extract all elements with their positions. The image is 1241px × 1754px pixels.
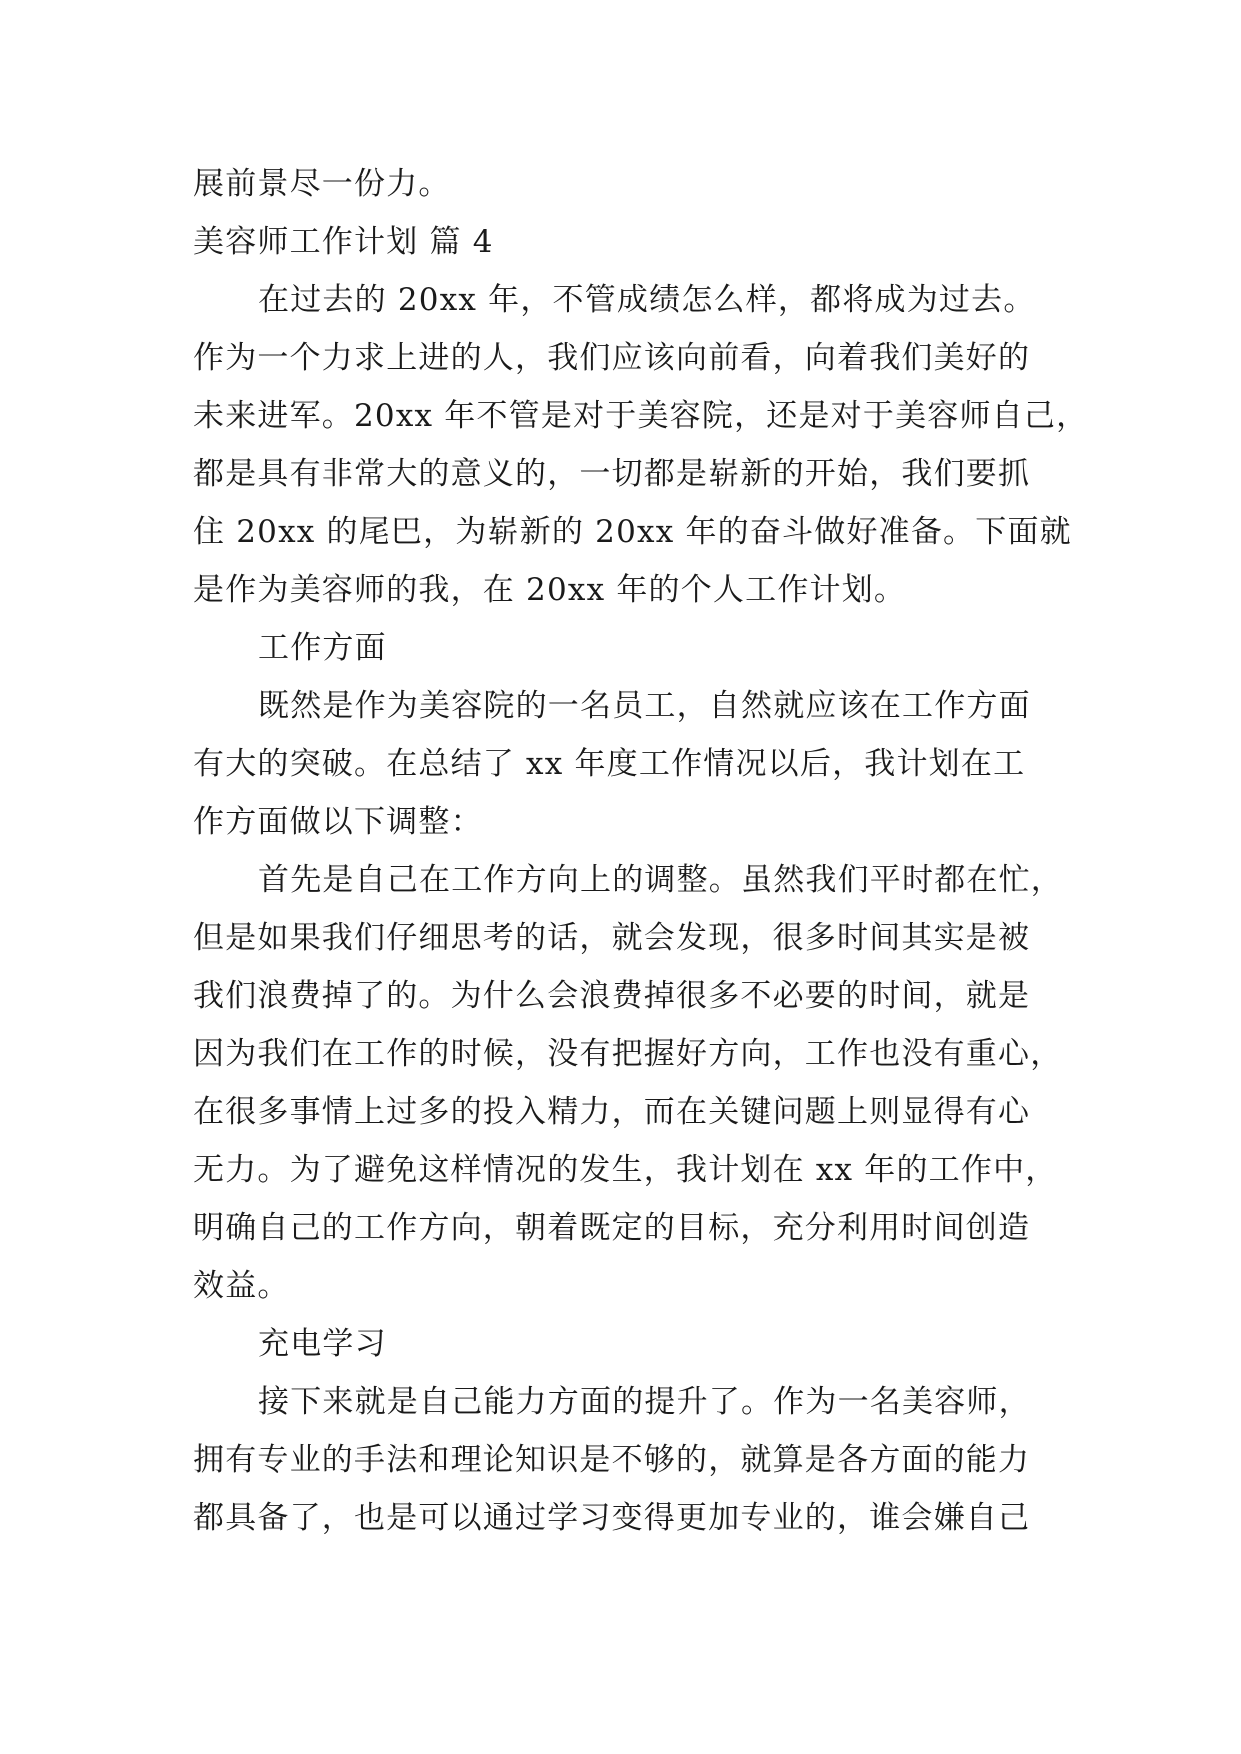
text-line: 有大的突破。在总结了 xx 年度工作情况以后，我计划在工 bbox=[193, 746, 1026, 782]
text-line: 明确自己的工作方向，朝着既定的目标，充分利用时间创造 bbox=[193, 1210, 1031, 1246]
section-heading: 美容师工作计划 篇 4 bbox=[193, 224, 494, 260]
text-line: 都具备了，也是可以通过学习变得更加专业的，谁会嫌自己 bbox=[193, 1500, 1031, 1536]
text-line: 是作为美容师的我，在 20xx 年的个人工作计划。 bbox=[193, 572, 907, 608]
text-line: 接下来就是自己能力方面的提升了。作为一名美容师， bbox=[258, 1384, 1031, 1420]
text-line: 住 20xx 的尾巴，为崭新的 20xx 年的奋斗做好准备。下面就 bbox=[193, 514, 1072, 550]
text-line: 无力。为了避免这样情况的发生，我计划在 xx 年的工作中， bbox=[193, 1152, 1058, 1188]
text-line: 作方面做以下调整： bbox=[193, 804, 483, 840]
subheading: 工作方面 bbox=[258, 630, 387, 666]
text-line: 展前景尽一份力。 bbox=[193, 166, 451, 202]
text-line: 在很多事情上过多的投入精力，而在关键问题上则显得有心 bbox=[193, 1094, 1031, 1130]
subheading: 充电学习 bbox=[258, 1326, 387, 1362]
text-line: 未来进军。20xx 年不管是对于美容院，还是对于美容师自己， bbox=[193, 398, 1089, 434]
text-line: 首先是自己在工作方向上的调整。虽然我们平时都在忙， bbox=[258, 862, 1063, 898]
text-line: 都是具有非常大的意义的，一切都是崭新的开始，我们要抓 bbox=[193, 456, 1031, 492]
text-line: 效益。 bbox=[193, 1268, 290, 1304]
text-line: 但是如果我们仔细思考的话，就会发现，很多时间其实是被 bbox=[193, 920, 1031, 956]
text-line: 因为我们在工作的时候，没有把握好方向，工作也没有重心， bbox=[193, 1036, 1063, 1072]
text-line: 在过去的 20xx 年，不管成绩怎么样，都将成为过去。 bbox=[258, 282, 1036, 318]
text-line: 我们浪费掉了的。为什么会浪费掉很多不必要的时间，就是 bbox=[193, 978, 1031, 1014]
text-line: 拥有专业的手法和理论知识是不够的，就算是各方面的能力 bbox=[193, 1442, 1031, 1478]
text-line: 既然是作为美容院的一名员工，自然就应该在工作方面 bbox=[258, 688, 1031, 724]
text-line: 作为一个力求上进的人，我们应该向前看，向着我们美好的 bbox=[193, 340, 1031, 376]
